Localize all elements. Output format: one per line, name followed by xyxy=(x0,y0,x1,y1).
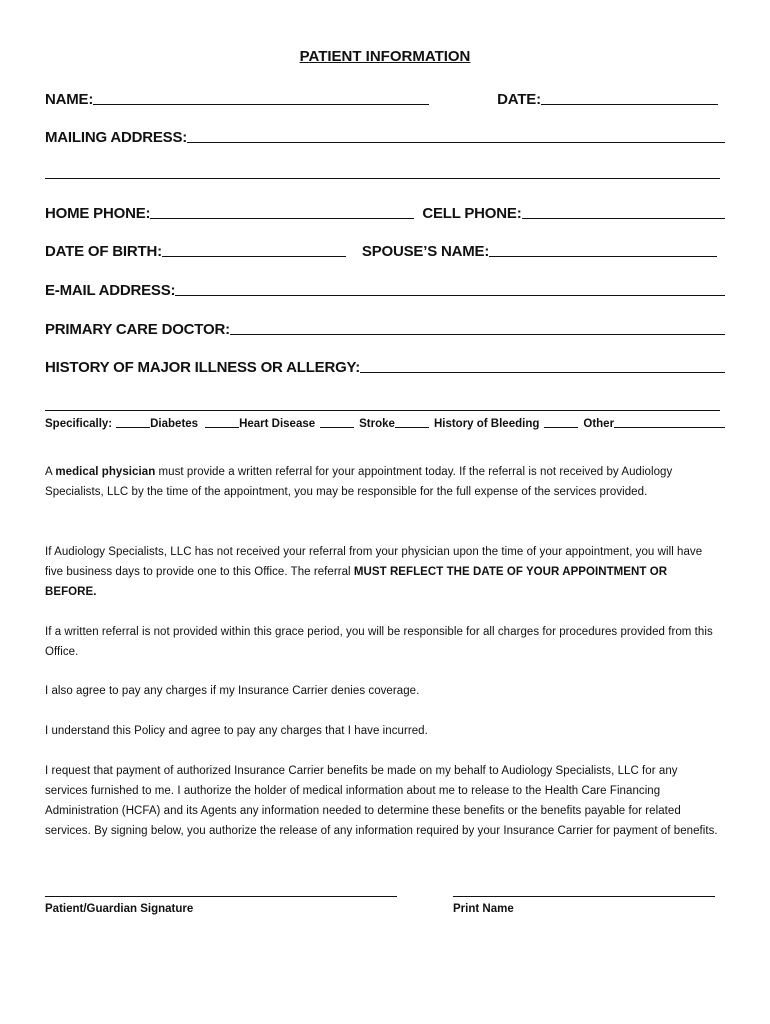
primary-doctor-row xyxy=(45,316,725,338)
charges-paragraph: If a written referral is not provided within this grace period, you will be responsible for all charges for procedures provided from this Office. xyxy=(45,626,713,658)
print-name-label: Print Name xyxy=(453,903,514,915)
mailing-address-row xyxy=(45,124,725,146)
spouse-name-label: SPOUSE’S NAME: xyxy=(361,243,490,260)
p2-start: If Audiology Specialists, LLC has not received your referral from your physician upon the time of your appointment, you will have five business days to provide one to this Office. The referral xyxy=(45,546,703,578)
other-label: Other xyxy=(583,418,615,430)
heart-disease-label: Heart Disease xyxy=(239,418,316,430)
stroke-blank[interactable] xyxy=(320,425,354,428)
home-phone-field[interactable] xyxy=(150,216,414,219)
other-blank[interactable] xyxy=(544,425,578,428)
phone-row xyxy=(45,200,725,222)
name-date-row xyxy=(45,86,725,108)
primary-doctor-field[interactable] xyxy=(230,332,725,335)
name-label: NAME: xyxy=(45,91,94,108)
diabetes-blank[interactable] xyxy=(116,425,150,428)
patient-signature-label: Patient/Guardian Signature xyxy=(45,903,194,915)
date-field[interactable] xyxy=(541,102,718,105)
email-label: E-MAIL ADDRESS: xyxy=(45,282,176,299)
authorization-paragraph: I request that payment of authorized Insurance Carrier benefits be made on my behalf to Audiology Specialists, LLC for any services furnished to me. I authorize the holder of medical information about me to release to the Health Care Financing Administration (HCFA) and its Agents any information needed to determine these benefits or the benefits payable for related services. By signing below, you authorize the release of any information required by your Insurance Carrier for payment of benefits. xyxy=(45,765,718,837)
patient-signature-line[interactable] xyxy=(45,896,397,897)
stroke-label: Stroke xyxy=(359,418,395,430)
p1-emphasis: medical physician xyxy=(55,466,156,478)
spouse-name-field[interactable] xyxy=(489,254,717,257)
mailing-address-label: MAILING ADDRESS: xyxy=(45,129,188,146)
history-row xyxy=(45,354,725,376)
p1-start: A xyxy=(45,466,56,478)
grace-period-paragraph xyxy=(45,542,721,602)
p2-emphasis: MUST REFLECT THE DATE OF YOUR APPOINTMENT OR BEFORE. xyxy=(45,566,668,598)
diabetes-label: Diabetes xyxy=(150,418,199,430)
print-name-line[interactable] xyxy=(453,896,715,897)
dob-label: DATE OF BIRTH: xyxy=(45,243,162,260)
bleeding-label: History of Bleeding xyxy=(433,418,540,430)
referral-paragraph xyxy=(45,462,721,502)
other-field[interactable] xyxy=(614,425,725,428)
history-label: HISTORY OF MAJOR ILLNESS OR ALLERGY: xyxy=(45,359,361,376)
dob-spouse-row xyxy=(45,238,725,260)
primary-doctor-label: PRIMARY CARE DOCTOR: xyxy=(45,321,230,338)
email-row xyxy=(45,277,725,299)
policy-paragraph: I understand this Policy and agree to pay any charges that I have incurred. xyxy=(45,725,428,737)
p1-rest: must provide a written referral for your appointment today. If the referral is not received by Audiology Specialists, LLC by the time of the appointment, you may be responsible for the full expense of the services provided. xyxy=(45,466,673,498)
bleeding-blank[interactable] xyxy=(395,425,429,428)
home-phone-label: HOME PHONE: xyxy=(45,205,151,222)
cell-phone-label: CELL PHONE: xyxy=(422,205,522,222)
heart-disease-blank[interactable] xyxy=(205,425,239,428)
specifically-label: Specifically: xyxy=(45,418,113,430)
insurance-denial-paragraph: I also agree to pay any charges if my Insurance Carrier denies coverage. xyxy=(45,685,420,697)
history-line-2[interactable] xyxy=(45,410,720,411)
name-field[interactable] xyxy=(93,102,429,105)
date-label: DATE: xyxy=(497,91,541,108)
mailing-address-field[interactable] xyxy=(187,140,725,143)
form-title: PATIENT INFORMATION xyxy=(299,48,471,65)
cell-phone-field[interactable] xyxy=(522,216,725,219)
mailing-address-line-2[interactable] xyxy=(45,178,720,179)
email-field[interactable] xyxy=(175,293,725,296)
conditions-checklist xyxy=(45,418,725,430)
dob-field[interactable] xyxy=(162,254,346,257)
history-field[interactable] xyxy=(360,370,725,373)
